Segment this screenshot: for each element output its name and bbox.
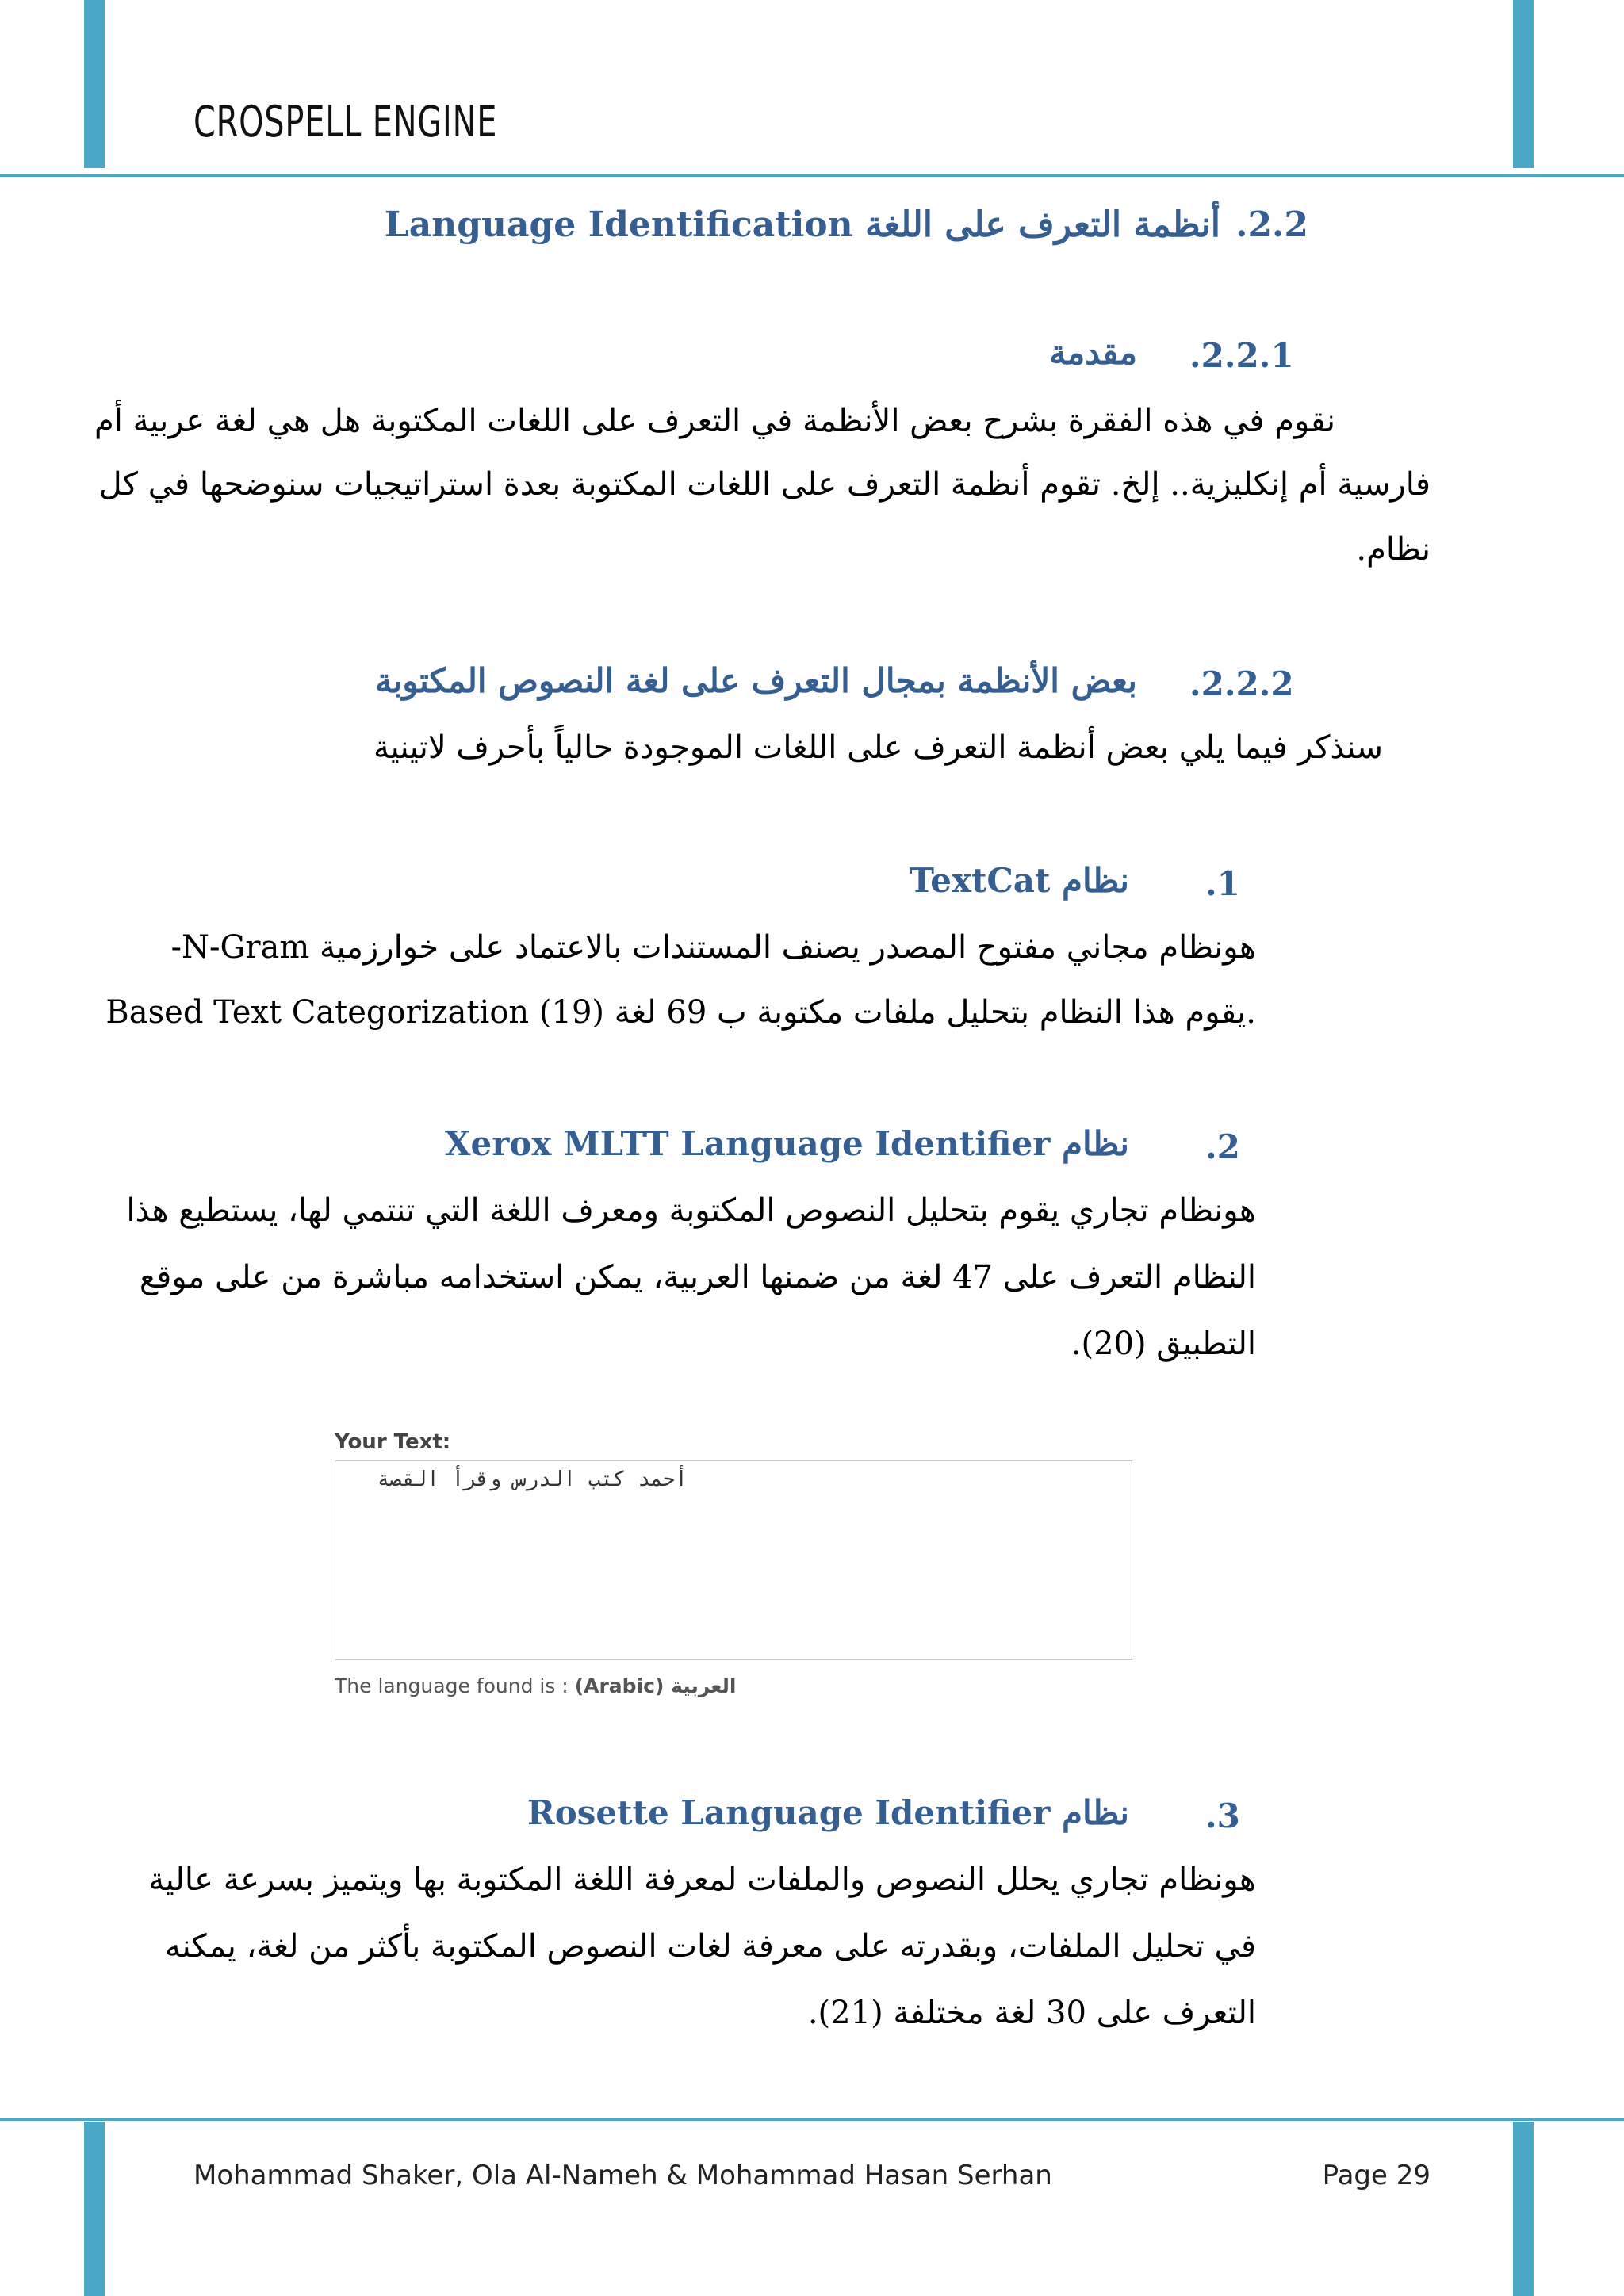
- section-2-2-title: أنظمة التعرف على اللغة Language Identification: [384, 205, 1221, 245]
- item-3-line-2: في تحليل الملفات، وبقدرته على معرفة لغات النصوص المكتوبة بأكثر من لغة، يمكنه: [165, 1928, 1256, 1965]
- header-rule: [0, 174, 1624, 177]
- item-3-number: .3: [1205, 1797, 1240, 1835]
- item-1-number: .1: [1205, 864, 1240, 903]
- item-1-line-2: Based Text Categorization يقوم هذا النظام بتحليل ملفات مكتوبة ب 69 لغة (19).: [105, 994, 1256, 1031]
- input-text: أحمد كتب الدرس وقرأ القصة: [377, 1468, 688, 1491]
- section-2-2-heading: [385, 205, 1308, 245]
- item-3-title: نظام Rosette Language Identifier: [527, 1793, 1129, 1832]
- item-2-line-3: التطبيق (20).: [1071, 1326, 1256, 1362]
- item-1-line-1: هونظام مجاني مفتوح المصدر يصنف المستندات بالاعتماد على خوارزمية N-Gram-: [170, 929, 1256, 966]
- item-3-line-3: التعرف على 30 لغة مختلفة (21).: [807, 1995, 1256, 2031]
- result-prefix: The language found is :: [335, 1674, 575, 1697]
- section-2-2-1-number: .2.2.1: [1189, 336, 1294, 375]
- header-title: CROSPELL ENGINE: [193, 97, 498, 147]
- item-2-title: نظام Xerox MLTT Language Identifier: [444, 1124, 1129, 1163]
- text-input-area[interactable]: [335, 1460, 1132, 1660]
- section-2-2-2-title: بعض الأنظمة بمجال التعرف على لغة النصوص المكتوبة: [375, 661, 1137, 700]
- para-2-2-1-line-1: نقوم في هذه الفقرة بشرح بعض الأنظمة في التعرف على اللغات المكتوبة هل هي لغة عربية أم: [94, 403, 1335, 439]
- para-2-2-2-line: سنذكر فيما يلي بعض أنظمة التعرف على اللغات الموجودة حالياً بأحرف لاتينية: [373, 729, 1383, 766]
- item-2-line-1: هونظام تجاري يقوم بتحليل النصوص المكتوبة ومعرف اللغة التي تنتمي لها، يستطيع هذا: [126, 1192, 1256, 1229]
- item-3-line-1: هونظام تجاري يحلل النصوص والملفات لمعرفة اللغة المكتوبة بها ويتميز بسرعة عالية: [148, 1862, 1256, 1898]
- header-right-bar: [1513, 0, 1534, 168]
- para-2-2-1-line-3: نظام.: [1356, 531, 1431, 568]
- item-1-title: نظام TextCat: [909, 861, 1129, 900]
- item-2-number: .2: [1205, 1127, 1240, 1166]
- section-2-2-number: .2.2: [1235, 205, 1308, 245]
- footer-page-number: Page 29: [1322, 2160, 1431, 2191]
- language-identifier-screenshot: [333, 1427, 1134, 1705]
- footer-right-bar: [1513, 2122, 1534, 2296]
- footer-left-bar: [84, 2122, 105, 2296]
- section-2-2-1-title: مقدمة: [1049, 333, 1137, 372]
- item-2-line-2: النظام التعرف على 47 لغة من ضمنها العربية، يمكن استخدامه مباشرة من على موقع: [139, 1259, 1256, 1295]
- footer-rule: [0, 2118, 1624, 2121]
- para-2-2-1-line-2: فارسية أم إنكليزية.. إلخ. تقوم أنظمة التعرف على اللغات المكتوبة بعدة استراتيجيات سنوضحها في كل: [98, 466, 1431, 503]
- footer-authors: Mohammad Shaker, Ola Al-Nameh & Mohammad Hasan Serhan: [193, 2160, 1052, 2191]
- result-line: [335, 1674, 736, 1697]
- header-left-bar: [84, 0, 105, 168]
- section-2-2-2-number: .2.2.2: [1189, 664, 1294, 703]
- result-value: العربية (Arabic): [574, 1674, 737, 1697]
- your-text-label: Your Text:: [335, 1430, 451, 1454]
